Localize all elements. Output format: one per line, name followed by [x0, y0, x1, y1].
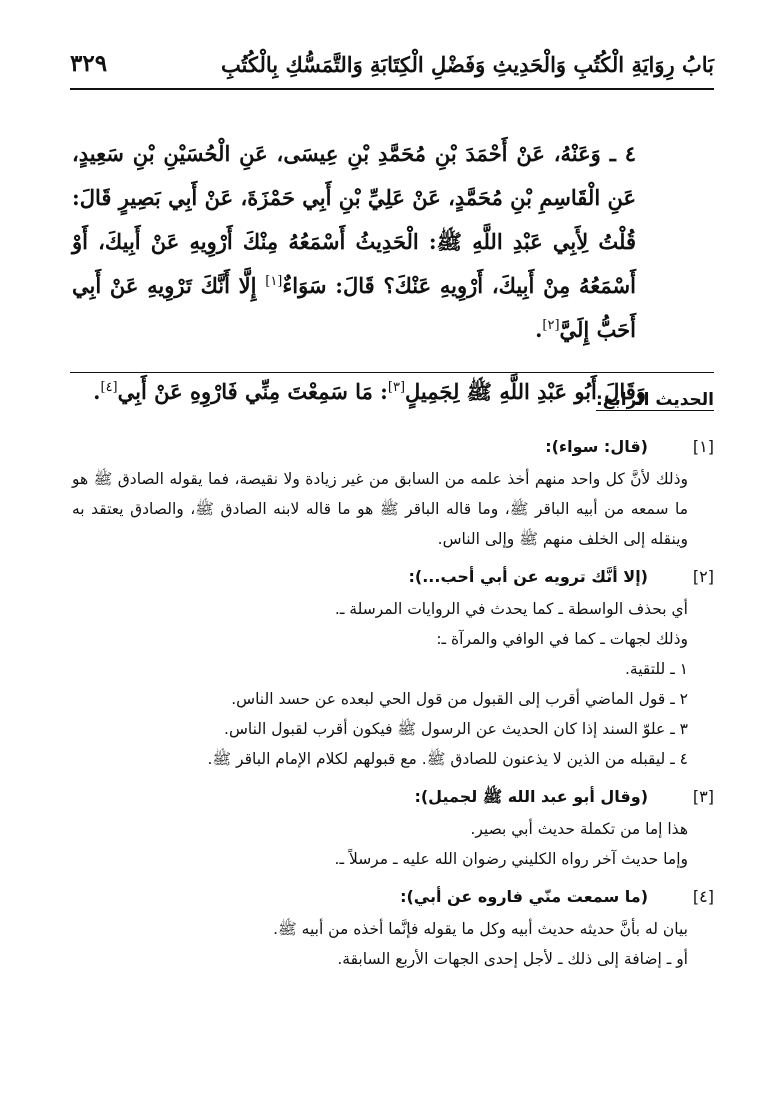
note-number: [٢] — [692, 567, 714, 586]
commentary-note — [72, 882, 714, 974]
hadith-paragraph: وَقَالَ أَبُو عَبْدِ اللَّهِ ﷺ لِجَمِيلٍ[٣]: مَا سَمِعْتَ مِنِّي فَارْوِهِ عَنْ أَبِي[٤]. — [93, 379, 646, 404]
commentary-note — [72, 432, 714, 554]
note-line: ١ ـ للتقية. — [624, 660, 688, 678]
note-number: [٤] — [692, 887, 714, 906]
chapter-title: بَابُ رِوَايَةِ الْكُتُبِ وَالْحَدِيثِ وَفَضْلِ الْكِتَابَةِ وَالتَّمَسُّكِ بِالْكُتُبِ — [220, 52, 714, 77]
note-line: ٣ ـ علوّ السند إذا كان الحديث عن الرسول ﷺ فيكون أقرب لقبول الناس. — [224, 720, 688, 738]
section-divider — [70, 372, 714, 373]
hadith-paragraph: ٤ ـ وَعَنْهُ، عَنْ أَحْمَدَ بْنِ مُحَمَّدِ بْنِ عِيسَى، عَنِ الْحُسَيْنِ بْنِ سَعِيدٍ، عَنِ الْقَاسِمِ بْنِ مُحَمَّدٍ، عَنْ عَلِيِّ بْنِ أَبِي حَمْزَةَ، عَنْ أَبِي بَصِيرٍ قَالَ: قُلْتُ لِأَبِي عَبْدِ اللَّهِ ﷺ: الْحَدِيثُ أَسْمَعُهُ مِنْكَ أَرْوِيهِ عَنْ أَبِيكَ، أَوْ أَسْمَعُهُ مِنْ أَبِيكَ، أَرْوِيهِ عَنْكَ؟ قَالَ: سَوَاءٌ[١] إِلَّا أَنَّكَ تَرْوِيهِ عَنْ أَبِي أَحَبُّ إِلَيَّ[٢]. — [72, 141, 636, 342]
note-title: (قال: سواء): — [545, 437, 648, 456]
footnote-ref[interactable]: [٢] — [542, 318, 560, 333]
note-line: ٢ ـ قول الماضي أقرب إلى القبول من قول الحي لبعده عن حسد الناس. — [231, 690, 688, 708]
commentary-section — [72, 390, 714, 982]
note-line: هذا إما من تكملة حديث أبي بصير. — [470, 820, 688, 838]
note-title: (ما سمعت منّي فاروه عن أبي): — [400, 887, 648, 906]
note-line: ٤ ـ ليقبله من الذين لا يذعنون للصادق ﷺ. مع قبولهم لكلام الإمام الباقر ﷺ. — [207, 750, 688, 768]
note-line: وإما حديث آخر رواه الكليني رضوان الله عليه ـ مرسلاً ـ. — [334, 850, 688, 868]
note-title: (إلا أنَّك ترويه عن أبي أحب...): — [408, 567, 648, 586]
note-number: [٣] — [692, 787, 714, 806]
note-number: [١] — [692, 437, 714, 456]
note-body — [72, 464, 688, 554]
footnote-ref[interactable]: [٤] — [100, 380, 118, 395]
note-line: بيان له بأنَّ حديثه حديث أبيه وكل ما يقوله فإنَّما أخذه من أبيه ﷺ. — [273, 920, 688, 938]
commentary-heading: الحديث الرابع: — [596, 390, 714, 410]
note-body — [72, 814, 688, 874]
commentary-note — [72, 782, 714, 874]
running-header — [70, 48, 714, 90]
page-number: ٣٢٩ — [70, 50, 108, 77]
footnote-ref[interactable]: [١] — [265, 274, 283, 289]
note-body — [72, 914, 688, 974]
note-line: أو ـ إضافة إلى ذلك ـ لأجل إحدى الجهات الأربع السابقة. — [337, 950, 688, 968]
note-title: (وقال أبو عبد الله ﷺ لجميل): — [414, 787, 648, 806]
note-line: أي بحذف الواسطة ـ كما يحدث في الروايات المرسلة ـ. — [334, 600, 688, 618]
note-line: وذلك لأنَّ كل واحد منهم أخذ علمه من السابق من غير زيادة ولا نقيصة، فما يقوله الصادق ﷺ هو ما سمعه من أبيه الباقر ﷺ، وما قاله الباقر ﷺ هو ما قاله لابنه الصادق ﷺ، والصادق يعتقد به وينقله إلى الخلف منهم ﷺ وإلى الناس. — [72, 470, 688, 548]
footnote-ref[interactable]: [٣] — [387, 380, 406, 395]
commentary-note — [72, 562, 714, 774]
note-body — [72, 594, 688, 774]
note-line: وذلك لجهات ـ كما في الوافي والمرآة ـ: — [436, 630, 688, 648]
